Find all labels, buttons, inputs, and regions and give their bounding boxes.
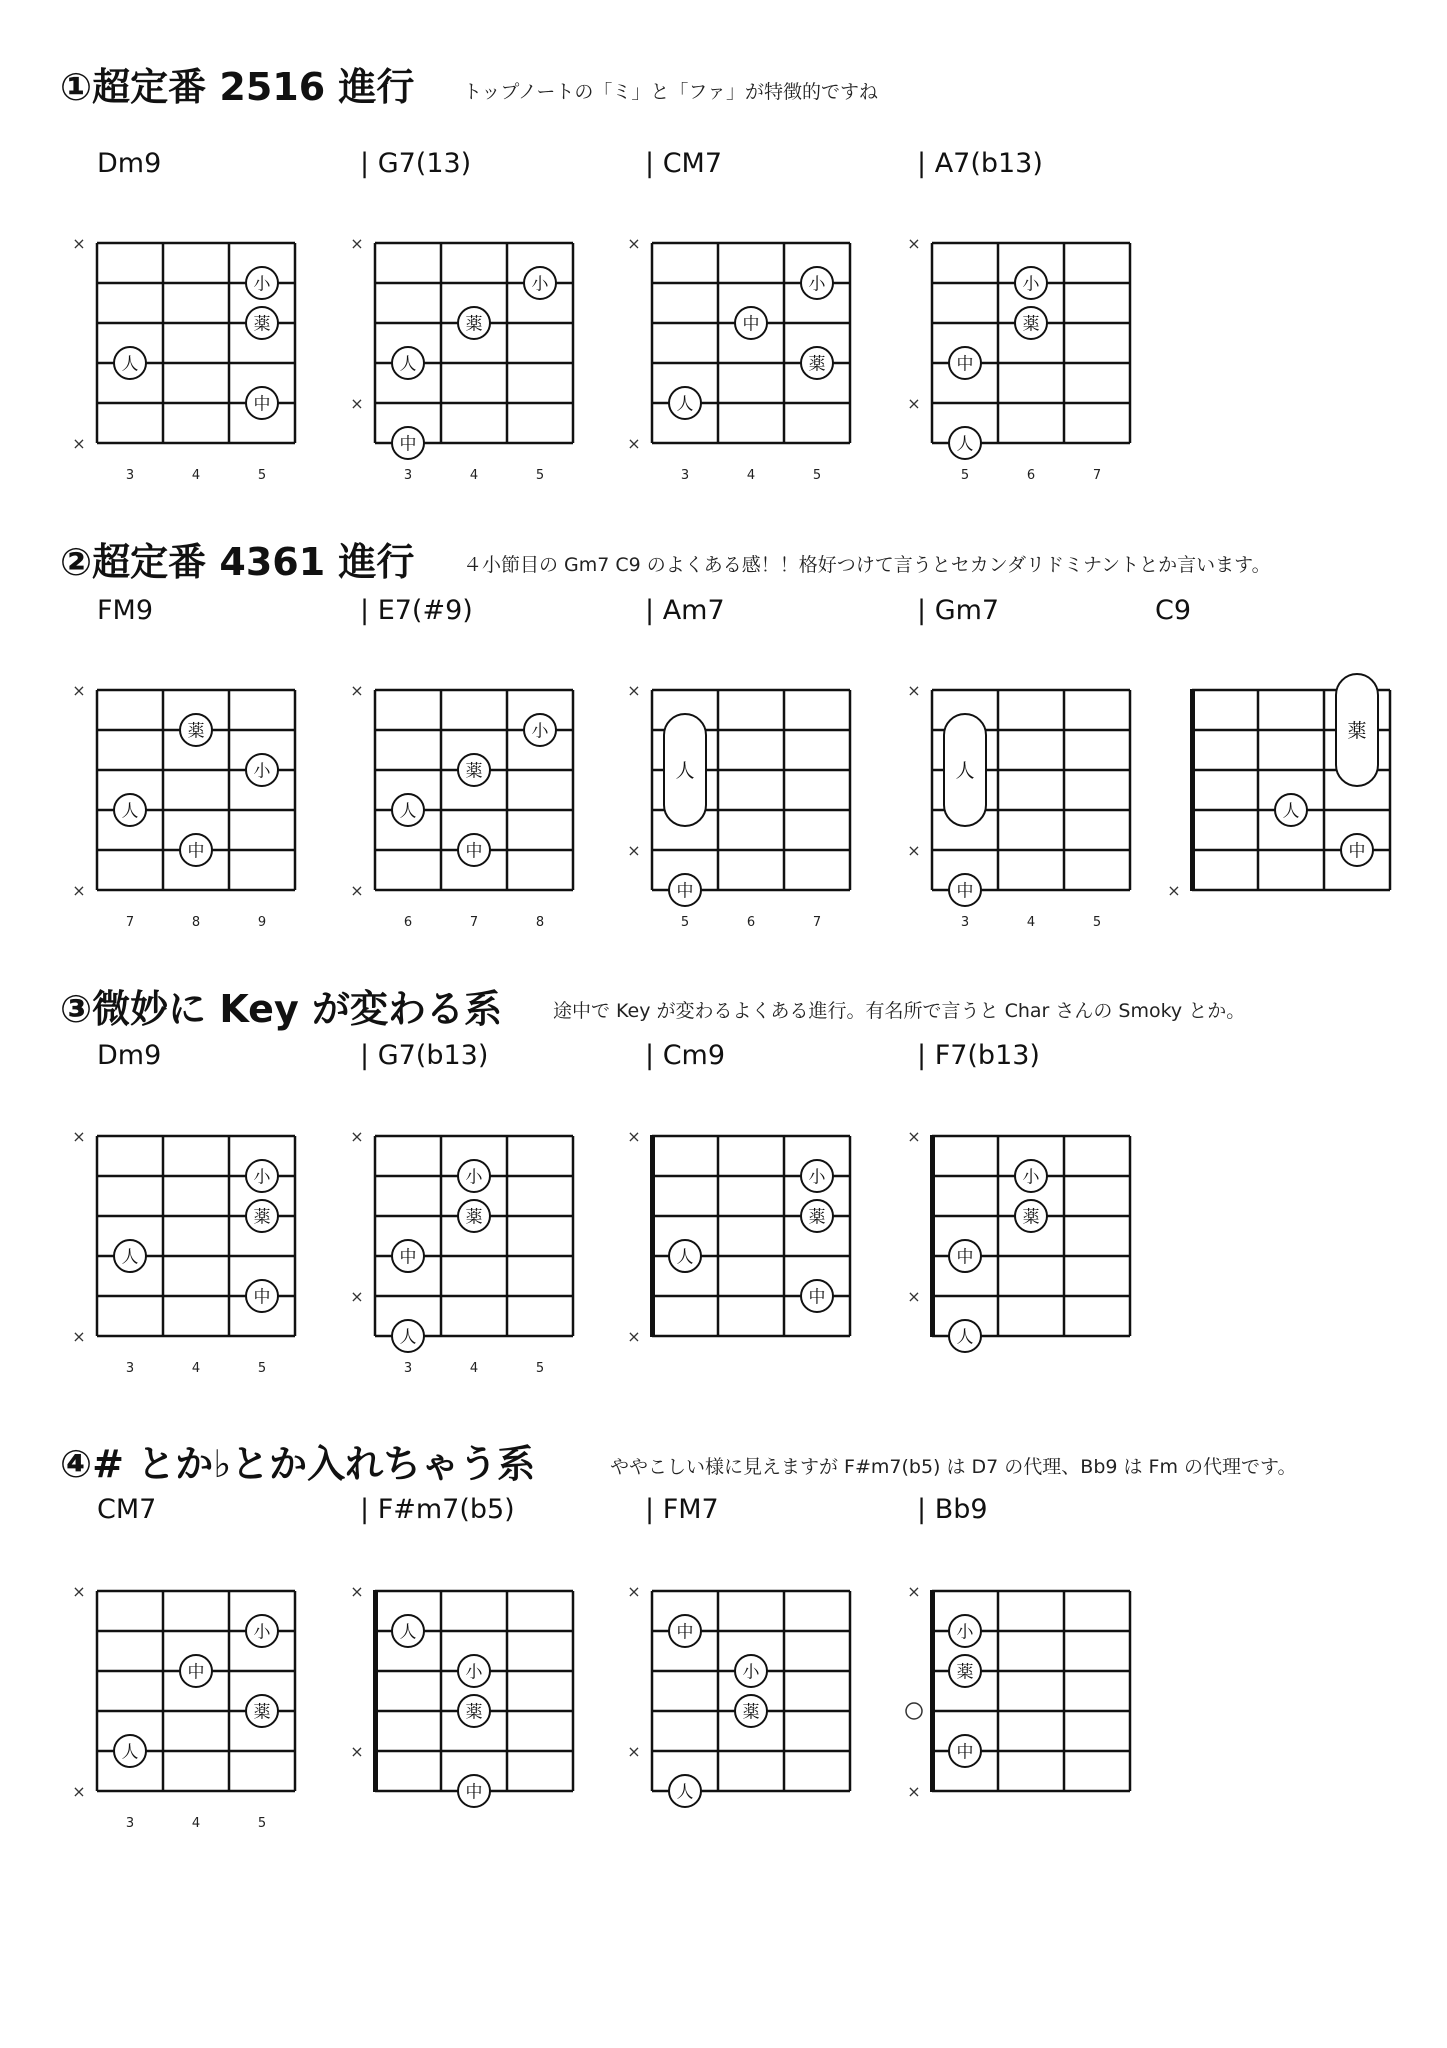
finger-label: 薬 (742, 1702, 760, 1723)
chord-diagram (60, 1578, 300, 1838)
finger-label: 小 (531, 721, 549, 742)
nut (1190, 689, 1195, 891)
finger-label: 人 (399, 354, 417, 375)
finger-label: 小 (253, 274, 271, 295)
section-4-note: ややこしい様に見えますが F#m7(b5) は D7 の代理、Bb9 は Fm の代理です。 (610, 1456, 1297, 1478)
chord-name: | Bb9 (917, 1494, 988, 1525)
chord-diagram (615, 230, 855, 490)
fret-number: 7 (1092, 468, 1102, 483)
mute-mark: × (907, 1782, 921, 1801)
nut (650, 1135, 655, 1337)
section-2-title: ②超定番 4361 進行 (60, 540, 415, 584)
finger-label: 小 (808, 1167, 826, 1188)
fret-number: 8 (191, 915, 201, 930)
mute-mark: × (907, 1127, 921, 1146)
fret-number: 4 (469, 1361, 479, 1376)
finger-label: 中 (465, 1782, 483, 1803)
chord-diagram (615, 1578, 855, 1838)
chord-name: | F7(b13) (917, 1040, 1040, 1071)
fret-number: 5 (257, 1816, 267, 1831)
finger-label: 薬 (1022, 314, 1040, 335)
fret-number: 6 (403, 915, 413, 930)
mute-mark: × (350, 1582, 364, 1601)
finger-label: 薬 (253, 1207, 271, 1228)
finger-label: 小 (1022, 274, 1040, 295)
chord-name: | Gm7 (917, 595, 1000, 626)
mute-mark: × (627, 1127, 641, 1146)
mute-mark: × (627, 234, 641, 253)
finger-label: 中 (187, 1662, 205, 1683)
finger-label: 人 (676, 394, 694, 415)
chord-diagram (60, 1123, 300, 1383)
finger-label: 中 (676, 1622, 694, 1643)
chord-name: | G7(13) (360, 148, 472, 179)
finger-label: 人 (399, 1622, 417, 1643)
finger-label: 中 (1348, 841, 1366, 862)
finger-label: 人 (1282, 801, 1300, 822)
fret-number: 9 (257, 915, 267, 930)
chord-diagram (895, 1123, 1135, 1383)
chord-name: C9 (1155, 595, 1192, 626)
fret-number: 4 (1026, 915, 1036, 930)
chord-diagram (895, 1578, 1135, 1838)
fret-number: 5 (257, 1361, 267, 1376)
fret-number: 4 (191, 1361, 201, 1376)
finger-label: 小 (956, 1622, 974, 1643)
chord-name: | F#m7(b5) (360, 1494, 515, 1525)
chord-name: FM9 (97, 595, 154, 626)
finger-label: 薬 (253, 314, 271, 335)
finger-label: 薬 (808, 354, 826, 375)
fret-number: 5 (1092, 915, 1102, 930)
chord-name: | Cm9 (645, 1040, 726, 1071)
finger-label: 中 (956, 881, 974, 902)
fret-number: 3 (125, 1361, 135, 1376)
chord-diagram (895, 677, 1135, 937)
fret-number: 6 (746, 915, 756, 930)
mute-mark: × (907, 394, 921, 413)
mute-mark: × (72, 434, 86, 453)
finger-label: 薬 (956, 1662, 974, 1683)
finger-label: 中 (399, 434, 417, 455)
finger-label: 薬 (1022, 1207, 1040, 1228)
chord-name: | A7(b13) (917, 148, 1043, 179)
finger-label: 人 (121, 801, 139, 822)
finger-label: 人 (956, 1327, 974, 1348)
mute-mark: × (72, 1782, 86, 1801)
fret-number: 8 (535, 915, 545, 930)
chord-diagram (338, 1123, 578, 1383)
fret-number: 3 (403, 1361, 413, 1376)
chord-diagram (60, 677, 300, 937)
section-2-note: ４小節目の Gm7 C9 のよくある感！！格好つけて言うとセカンダリドミナントとか言います。 (463, 554, 1271, 576)
fret-number: 5 (960, 468, 970, 483)
fret-number: 5 (257, 468, 267, 483)
fret-number: 3 (403, 468, 413, 483)
fret-number: 3 (680, 468, 690, 483)
finger-label: 薬 (808, 1207, 826, 1228)
fret-number: 4 (191, 1816, 201, 1831)
section-3-title: ③微妙に Key が変わる系 (60, 987, 502, 1031)
finger-label: 小 (742, 1662, 760, 1683)
chord-name: Dm9 (97, 1040, 162, 1071)
finger-label: 人 (676, 1782, 694, 1803)
fret-number: 5 (535, 468, 545, 483)
fret-number: 7 (812, 915, 822, 930)
mute-mark: × (907, 234, 921, 253)
finger-label: 中 (399, 1247, 417, 1268)
finger-label: 人 (399, 801, 417, 822)
chord-name: Dm9 (97, 148, 162, 179)
finger-label: 小 (531, 274, 549, 295)
chord-name: | E7(#9) (360, 595, 473, 626)
finger-label: 中 (956, 1247, 974, 1268)
finger-label: 薬 (465, 761, 483, 782)
section-3-note: 途中で Key が変わるよくある進行。有名所で言うと Char さんの Smoky とか。 (553, 1000, 1246, 1022)
chord-diagram (615, 677, 855, 937)
finger-label: 薬 (465, 1702, 483, 1723)
mute-mark: × (350, 1287, 364, 1306)
mute-mark: × (350, 1127, 364, 1146)
finger-label: 薬 (187, 721, 205, 742)
mute-mark: × (907, 1582, 921, 1601)
finger-label: 人 (121, 354, 139, 375)
mute-mark: × (72, 1327, 86, 1346)
finger-label: 中 (956, 1742, 974, 1763)
mute-mark: × (350, 394, 364, 413)
mute-mark: × (1167, 881, 1181, 900)
mute-mark: × (627, 1582, 641, 1601)
mute-mark: × (907, 681, 921, 700)
section-1-title: ①超定番 2516 進行 (60, 65, 415, 109)
mute-mark: × (907, 841, 921, 860)
fret-number: 5 (535, 1361, 545, 1376)
finger-label: 小 (1022, 1167, 1040, 1188)
finger-label: 中 (676, 881, 694, 902)
mute-mark: × (627, 681, 641, 700)
fret-number: 5 (812, 468, 822, 483)
fret-number: 4 (746, 468, 756, 483)
finger-label: 小 (253, 1622, 271, 1643)
mute-mark: × (350, 881, 364, 900)
chord-diagram (60, 230, 300, 490)
chord-name: CM7 (97, 1494, 157, 1525)
chord-diagram (1155, 677, 1395, 937)
fret-number: 7 (469, 915, 479, 930)
mute-mark: × (350, 1742, 364, 1761)
mute-mark: × (627, 841, 641, 860)
mute-mark: × (907, 1287, 921, 1306)
barre-finger-label: 人 (955, 760, 975, 782)
chord-diagram (338, 230, 578, 490)
finger-label: 中 (465, 841, 483, 862)
finger-label: 人 (121, 1247, 139, 1268)
finger-label: 人 (676, 1247, 694, 1268)
finger-label: 人 (399, 1327, 417, 1348)
nut (930, 1135, 935, 1337)
mute-mark: × (72, 881, 86, 900)
finger-label: 薬 (253, 1702, 271, 1723)
chord-name: | Am7 (645, 595, 725, 626)
section-1-note: トップノートの「ミ」と「ファ」が特徴的ですね (463, 81, 878, 103)
fret-number: 7 (125, 915, 135, 930)
mute-mark: × (72, 234, 86, 253)
fret-number: 4 (191, 468, 201, 483)
finger-label: 薬 (465, 1207, 483, 1228)
finger-label: 小 (465, 1167, 483, 1188)
chord-diagram (895, 230, 1135, 490)
fret-number: 6 (1026, 468, 1036, 483)
mute-mark: × (72, 1127, 86, 1146)
finger-label: 人 (121, 1742, 139, 1763)
chord-diagram (338, 1578, 578, 1838)
barre-finger-label: 人 (675, 760, 695, 782)
finger-label: 中 (956, 354, 974, 375)
finger-label: 中 (253, 1287, 271, 1308)
finger-label: 小 (465, 1662, 483, 1683)
finger-label: 薬 (465, 314, 483, 335)
fret-number: 4 (469, 468, 479, 483)
finger-label: 小 (253, 1167, 271, 1188)
nut (373, 1590, 378, 1792)
mute-mark: × (72, 1582, 86, 1601)
mute-mark: × (627, 1327, 641, 1346)
mute-mark: × (627, 434, 641, 453)
finger-label: 小 (253, 761, 271, 782)
mute-mark: × (72, 681, 86, 700)
finger-label: 中 (742, 314, 760, 335)
finger-label: 中 (808, 1287, 826, 1308)
finger-label: 人 (956, 434, 974, 455)
fret-number: 3 (125, 468, 135, 483)
open-mark (906, 1703, 922, 1719)
fret-number: 3 (125, 1816, 135, 1831)
nut (930, 1590, 935, 1792)
section-4-title: ④# とか♭とか入れちゃう系 (60, 1442, 536, 1486)
mute-mark: × (350, 681, 364, 700)
mute-mark: × (350, 234, 364, 253)
barre-finger-label: 薬 (1347, 720, 1367, 742)
fret-number: 5 (680, 915, 690, 930)
finger-label: 中 (187, 841, 205, 862)
chord-name: | CM7 (645, 148, 723, 179)
chord-diagram (615, 1123, 855, 1383)
finger-label: 中 (253, 394, 271, 415)
chord-name: | FM7 (645, 1494, 719, 1525)
mute-mark: × (627, 1742, 641, 1761)
fret-number: 3 (960, 915, 970, 930)
finger-label: 小 (808, 274, 826, 295)
chord-diagram (338, 677, 578, 937)
chord-name: | G7(b13) (360, 1040, 489, 1071)
